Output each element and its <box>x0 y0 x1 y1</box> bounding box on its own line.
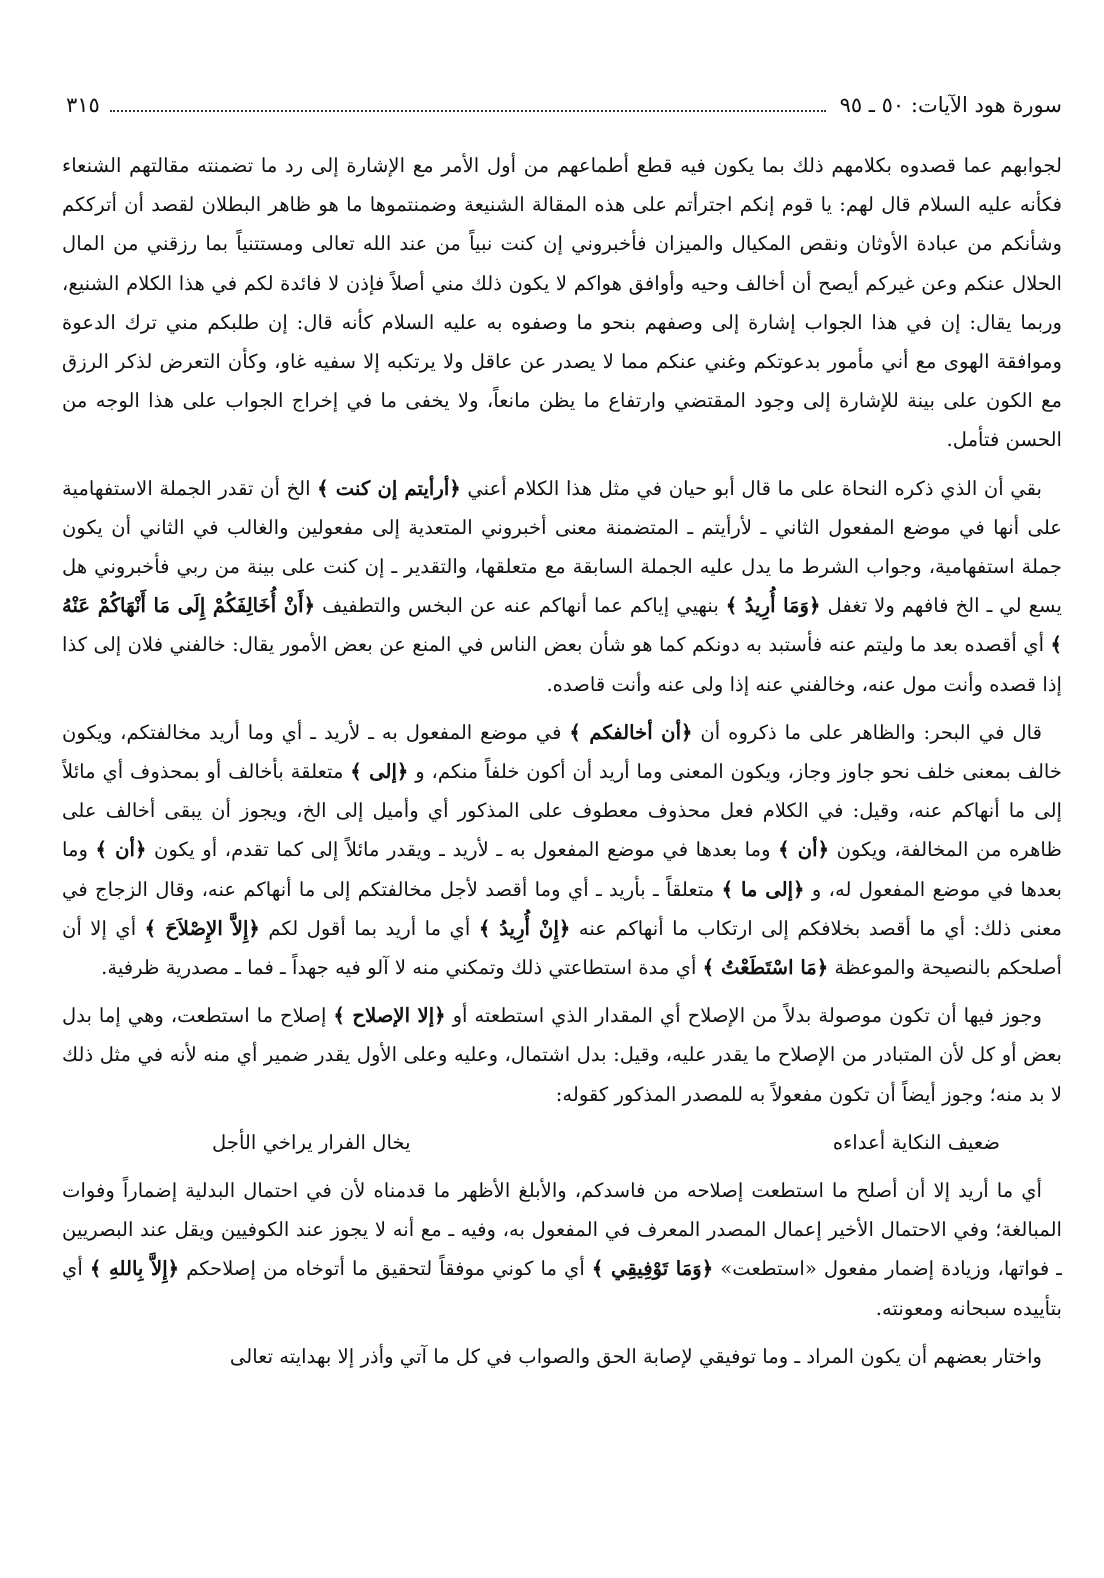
quran-quote: ﴿أَنْ أُخَالِفَكُمْ إِلَى مَا أَنْهَاكُمْ عَنْهُ ﴾ <box>62 594 1062 657</box>
text-run: وما بعدها في موضع المفعول به ـ لأريد ـ ويقدر مائلاً إلى كما تقدم، أو يكون <box>146 838 779 862</box>
text-run: أي إلا أن أصلحكم بالنصيحة والموعظة <box>62 916 1062 980</box>
running-header <box>62 88 1062 122</box>
quran-quote: ﴿وَمَا تَوْفِيقِي ﴾ <box>591 1257 714 1281</box>
page-number: ٣١٥ <box>66 93 100 117</box>
paragraph <box>62 1337 1062 1376</box>
text-run: أي ما كوني موفقاً لتحقيق ما أتوخاه من إصلاحكم <box>179 1257 592 1281</box>
paragraph <box>62 1171 1062 1328</box>
paragraph <box>62 713 1062 987</box>
text-run: بقي أن الذي ذكره النحاة على ما قال أبو حيان في مثل هذا الكلام أعني <box>460 476 1042 500</box>
paragraphs-before-verse <box>62 146 1062 1114</box>
quran-quote: ﴿أرأيتم إن كنت ﴾ <box>317 476 461 500</box>
text-run: أي بتأييده سبحانه ومعونته. <box>62 1257 1062 1320</box>
quran-quote: ﴿وَمَا أُرِيدُ ﴾ <box>725 594 821 618</box>
text-run: أي ما أريد بما أقول لكم <box>259 916 479 940</box>
text-run: الخ أن تقدر الجملة الاستفهامية على أنها في موضع المفعول الثاني ـ لأرأيتم ـ المتضمنة معنى أخبروني المتعدية إلى مفعولين والغالب في الثاني أن يكون جملة استفهامية، وجواب الشرط ما يدل عليه الجملة السابقة مع متعلقها، والتقدير ـ إن كنت على بينة من ربي فأخبروني هل يسع لي ـ الخ فافهم ولا تغفل <box>62 476 1062 618</box>
header-dot-leader <box>110 110 826 112</box>
paragraph <box>62 469 1062 704</box>
book-page <box>62 88 1062 1558</box>
text-run: قال في البحر: والظاهر على ما ذكروه أن <box>692 720 1042 744</box>
quran-quote: ﴿إِلاَّ بِاللهِ ﴾ <box>89 1257 180 1281</box>
text-run: أي أقصده بعد ما وليتم عنه فأستبد به دونكم كما هو شأن بعض الناس في المنع عن بعض الأمور يقال: خالفني فلان إلى كذا إذا قصده وأنت مول عنه، وخالفني عنه إذا ولى عنه وأنت قاصده. <box>62 633 1062 696</box>
quran-quote: ﴿إلى ﴾ <box>350 760 409 784</box>
quran-quote: ﴿أن ﴾ <box>778 838 830 862</box>
verse-first-hemistich: ضعيف النكاية أعداءه <box>832 1130 1000 1154</box>
paragraph <box>62 996 1062 1114</box>
text-run: متعلقاً ـ بأريد ـ أي وما أقصد لأجل مخالفتكم إلى ما أنهاكم عنه، وقال الزجاج في معنى ذلك: أي ما أقصد بخلافكم إلى ارتكاب ما أنهاكم عنه <box>62 877 1062 940</box>
text-run: واختار بعضهم أن يكون المراد ـ وما توفيقي لإصابة الحق والصواب في كل ما آتي وأذر إلا بهدايته تعالى <box>229 1344 1042 1368</box>
text-run: في موضع المفعول به ـ لأريد ـ أي وما أريد مخالفتكم، ويكون خالف بمعنى خلف نحو جاوز وجاز، ويكون المعنى وما أريد أن أكون خلفاً منكم، و <box>62 720 1062 784</box>
text-run: وجوز فيها أن تكون موصولة بدلاً من الإصلاح أي المقدار الذي استطعته أو <box>445 1004 1042 1028</box>
quran-quote: ﴿إِنْ أُرِيدُ ﴾ <box>478 916 571 940</box>
text-run: متعلقة بأخالف أو بمحذوف أي مائلاً إلى ما أنهاكم عنه، وقيل: في الكلام فعل محذوف معطوف على المذكور أي وأميل إلى الخ، ويجوز أن يبقى أخالف على ظاهره من المخالفة، ويكون <box>62 760 1062 862</box>
text-run: إصلاح ما استطعت، وهي إما بدل بعض أو كل لأن المتبادر من الإصلاح ما يقدر عليه، وقيل: بدل اشتمال، وعليه وعلى الأول يقدر ضمير أي منه لأنه في مثل ذلك لا بد منه؛ وجوز أيضاً أن تكون مفعولاً به للمصدر المذكور كقوله: <box>62 1004 1062 1106</box>
paragraphs-after-verse <box>62 1171 1062 1376</box>
text-run: وما بعدها في موضع المفعول له، و <box>62 838 1062 901</box>
text-run: لجوابهم عما قصدوه بكلامهم ذلك بما يكون فيه قطع أطماعهم من أول الأمر مع الإشارة إلى رد ما تضمنته مقالتهم الشنعاء فكأنه عليه السلام قال لهم: يا قوم إنكم اجترأتم على هذه المقالة الشنيعة وضمنتموها ما هو ظاهر البطلان لقصد أن أترككم وشأنكم من عبادة الأوثان ونقص المكيال والميزان فأخبروني إن كنت نبياً من عند الله تعالى ومستتنياً بما رزقني من المال الحلال عنكم وعن غيركم أيصح أن أخالف وحيه وأوافق هواكم لا يكون ذلك مني أصلاً فإذن لا فائدة لكم في هذا الكلام الشنيع، وربما يقال: إن في هذا الجواب إشارة إلى وصفهم بنحو ما وصفوه به عليه السلام كأنه قال: إن طلبكم مني ترك الدعوة وموافقة الهوى مع أني مأمور بدعوتكم وغني عنكم مما لا يصدر عن عاقل ولا يرتكبه إلا سفيه غاو، وكأن التعرض لذكر الرزق مع الكون على بينة للإشارة إلى وجود المقتضي وارتفاع ما يظن مانعاً، ولا يخفى ما في إخراج الجواب على هذا الوجه من الحسن فتأمل. <box>62 154 1062 452</box>
quran-quote: ﴿إلى ما ﴾ <box>721 877 805 901</box>
text-run: أي مدة استطاعتي ذلك وتمكني منه لا آلو فيه جهداً ـ فما ـ مصدرية ظرفية. <box>101 956 703 980</box>
quran-quote: ﴿أن ﴾ <box>95 838 147 862</box>
quran-quote: ﴿إِلاَّ الإِصْلاَحَ ﴾ <box>144 916 260 940</box>
poetry-verse <box>62 1123 1062 1162</box>
quran-quote: ﴿أن أخالفكم ﴾ <box>569 720 693 744</box>
paragraph <box>62 146 1062 460</box>
page-body <box>62 146 1062 1376</box>
quran-quote: ﴿مَا اسْتَطَعْتُ ﴾ <box>702 956 829 980</box>
header-title: سورة هود الآيات: ٥٠ ـ ٩٥ <box>839 93 1062 117</box>
text-run: بنهيي إياكم عما أنهاكم عنه عن البخس والتطفيف <box>315 594 726 618</box>
quran-quote: ﴿إلا الإصلاح ﴾ <box>333 1004 446 1028</box>
verse-second-hemistich: يخال الفرار يراخي الأجل <box>212 1130 411 1154</box>
text-run: أي ما أريد إلا أن أصلح ما استطعت إصلاحه من فاسدكم، والأبلغ الأظهر ما قدمناه لأن في احتمال البدلية إضماراً وفوات المبالغة؛ وفي الاحتمال الأخير إعمال المصدر المعرف في المفعول به، وفيه ـ مع أنه لا يجوز عند الكوفيين ويقل عند البصريين ـ فواتها، وزيادة إضمار مفعول «استطعت» <box>62 1179 1062 1281</box>
